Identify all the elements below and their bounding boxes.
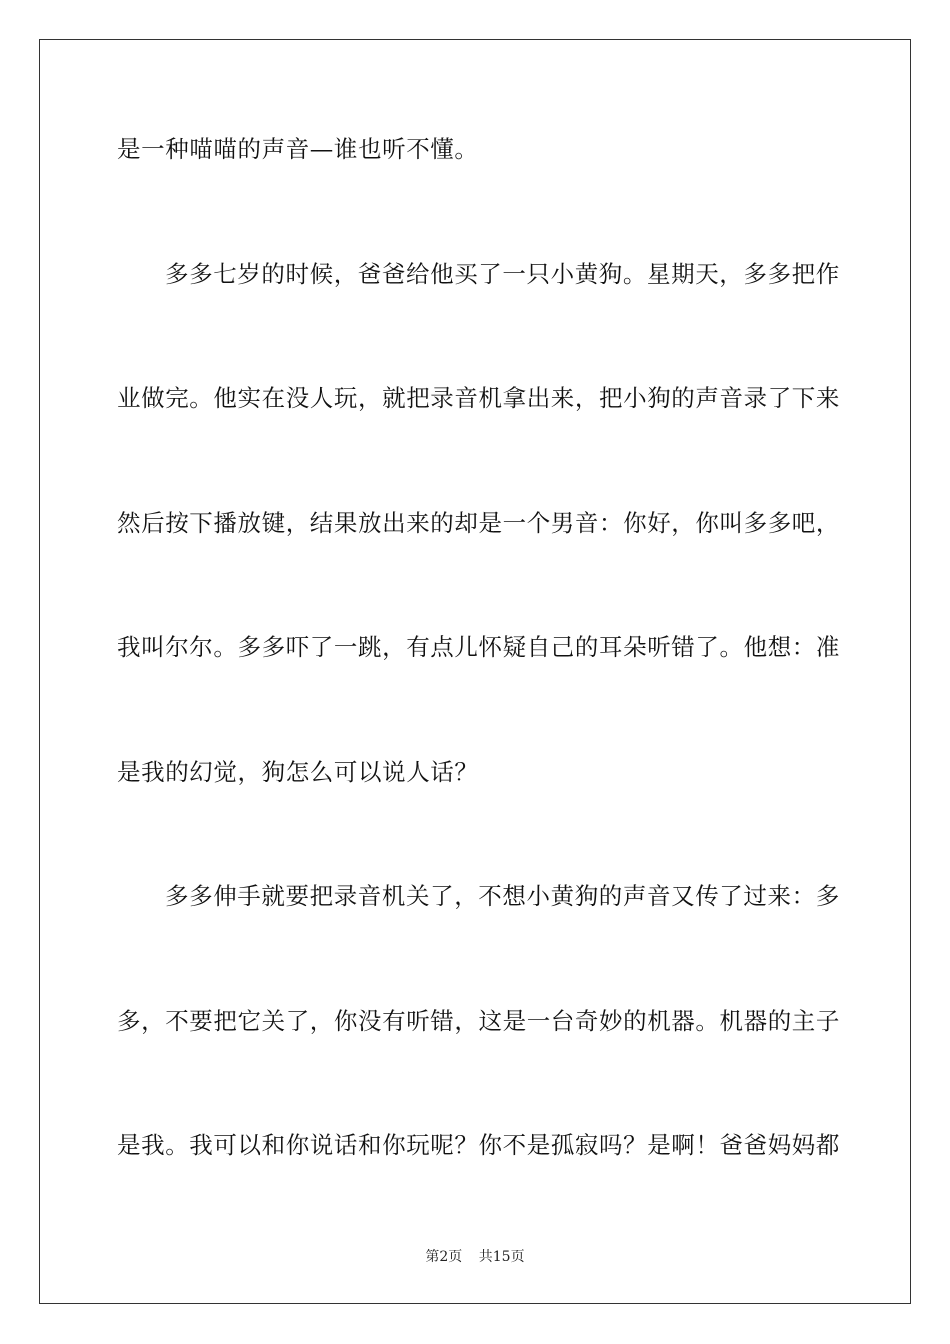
text-line-3: 业做完。他实在没人玩，就把录音机拿出来，把小狗的声音录了下来	[117, 384, 840, 412]
text-line-8: 多，不要把它关了，你没有听错，这是一台奇妙的机器。机器的主子	[117, 1007, 840, 1035]
text-line-4: 然后按下播放键，结果放出来的却是一个男音：你好，你叫多多吧，	[117, 509, 840, 537]
text-line-6: 是我的幻觉，狗怎么可以说人话？	[117, 758, 479, 786]
page-footer	[0, 1248, 950, 1266]
text-line-7: 多多伸手就要把录音机关了，不想小黄狗的声音又传了过来：多	[165, 882, 840, 910]
text-line-2: 多多七岁的时候，爸爸给他买了一只小黄狗。星期天，多多把作	[165, 260, 840, 288]
text-line-9: 是我。我可以和你说话和你玩呢？你不是孤寂吗？是啊！爸爸妈妈都	[117, 1131, 840, 1159]
text-line-5: 我叫尔尔。多多吓了一跳，有点儿怀疑自己的耳朵听错了。他想：准	[117, 633, 840, 661]
page-total: 共15页	[478, 1249, 525, 1265]
text-line-1: 是一种喵喵的声音—谁也听不懂。	[117, 135, 479, 163]
page-border	[39, 39, 911, 1304]
page-number: 第2页	[425, 1249, 463, 1265]
